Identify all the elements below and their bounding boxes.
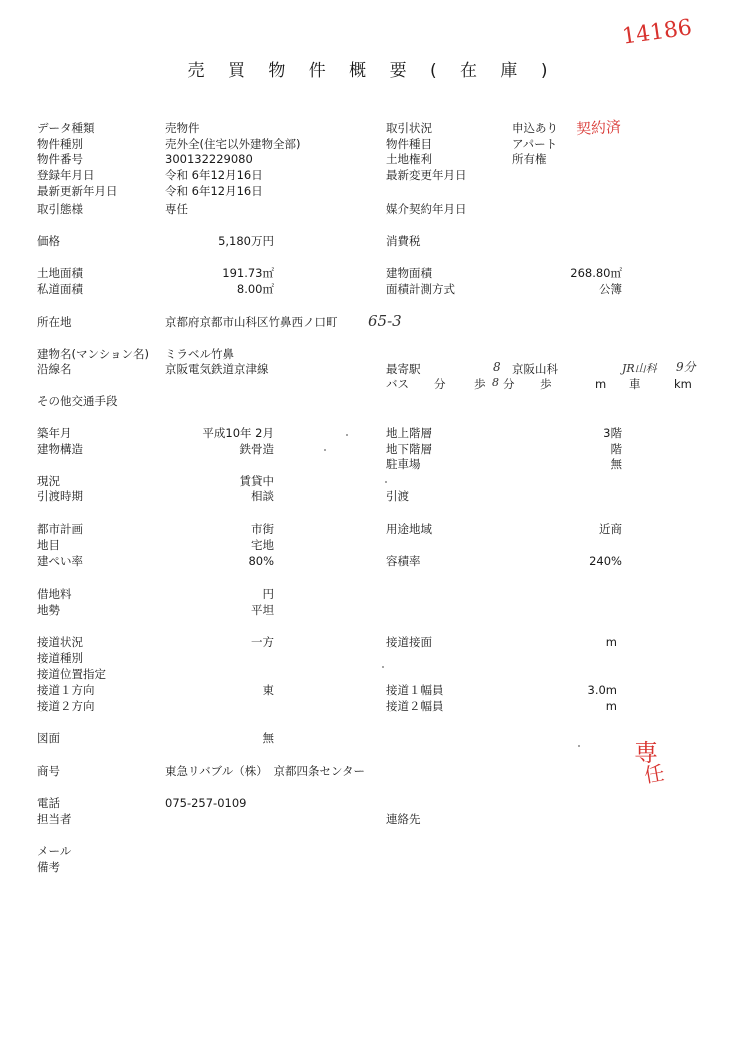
label-city-plan: 都市計画 <box>37 522 83 536</box>
value-item: アパート <box>512 137 558 151</box>
label-terrain: 地勢 <box>37 603 60 617</box>
label-structure: 建物構造 <box>37 442 83 456</box>
label-other-transport: その他交通手段 <box>37 394 118 408</box>
handwritten-stamp-line-2: 任 <box>642 760 667 788</box>
value-company: 東急リバブル（株） 京都四条センター <box>165 764 365 778</box>
label-road2-dir: 接道２方向 <box>37 699 95 713</box>
label-building-area: 建物面積 <box>386 266 432 280</box>
label-registered: 登録年月日 <box>37 168 95 182</box>
bus-walk-2: 歩 <box>540 377 552 391</box>
bus-car: 車 <box>629 377 641 391</box>
label-location: 所在地 <box>37 315 72 329</box>
value-road1-dir: 東 <box>262 683 274 697</box>
label-person: 担当者 <box>37 812 72 826</box>
label-building-name: 建物名(マンション名) <box>37 347 149 361</box>
label-land-category: 地目 <box>37 538 60 552</box>
label-phone: 電話 <box>37 796 60 810</box>
label-property-no: 物件番号 <box>37 152 83 166</box>
value-phone: 075-257-0109 <box>165 796 247 810</box>
label-property-type: 物件種別 <box>37 137 83 151</box>
value-road-status: 一方 <box>251 635 274 649</box>
label-land-right: 土地権利 <box>386 152 432 166</box>
value-structure: 鉄骨造 <box>239 442 274 456</box>
label-remarks: 備考 <box>37 860 60 874</box>
handwritten-station-extra: 8 <box>493 360 501 374</box>
value-city-plan: 市街 <box>251 522 274 536</box>
value-floors-above: 3階 <box>603 426 622 440</box>
label-parking: 駐車場 <box>386 457 421 471</box>
label-mail: メール <box>37 844 72 858</box>
handwritten-status-note: 契約済 <box>575 117 622 139</box>
value-price: 5,180万円 <box>218 234 274 248</box>
value-building-name: ミラベル竹鼻 <box>165 347 234 361</box>
handwritten-bus-extra: 8 <box>492 376 499 389</box>
label-bus: バス <box>386 377 409 391</box>
label-private-road: 私道面積 <box>37 282 83 296</box>
label-deal-type: 取引態様 <box>37 202 83 216</box>
value-property-type: 売外全(住宅以外建物全部) <box>165 137 301 151</box>
label-tax: 消費税 <box>386 234 421 248</box>
label-company: 商号 <box>37 764 60 778</box>
label-road-status: 接道状況 <box>37 635 83 649</box>
bus-walk-1: 歩 <box>474 377 486 391</box>
value-current: 賃貸中 <box>239 474 274 488</box>
label-zoning: 用途地域 <box>386 522 432 536</box>
value-location: 京都府京都市山科区竹鼻西ノ口町 <box>165 315 338 329</box>
bus-minutes-2: 分 <box>503 377 515 391</box>
value-floors-below: 階 <box>610 442 622 456</box>
value-far: 240% <box>589 554 622 568</box>
value-data-type: 売物件 <box>165 121 200 135</box>
value-land-category: 宅地 <box>251 538 274 552</box>
label-handover-time: 引渡時期 <box>37 489 83 503</box>
value-terrain: 平坦 <box>251 603 274 617</box>
value-line: 京阪電気鉄道京津線 <box>165 362 269 376</box>
handwritten-jr-minutes: 9分 <box>676 360 696 374</box>
value-deal-type: 専任 <box>165 202 188 216</box>
label-built: 築年月 <box>37 426 72 440</box>
value-property-no: 300132229080 <box>165 152 253 166</box>
value-deal-status: 申込あり <box>512 121 558 135</box>
label-frontage: 接道接面 <box>386 635 432 649</box>
label-updated: 最新更新年月日 <box>37 184 118 198</box>
value-registered: 令和 6年12月16日 <box>165 168 263 182</box>
label-station: 最寄駅 <box>386 362 421 376</box>
label-road1-width: 接道１幅員 <box>386 683 444 697</box>
scan-speck <box>346 434 348 436</box>
value-floor-plan: 無 <box>262 731 274 745</box>
label-contact: 連絡先 <box>386 812 421 826</box>
value-updated: 令和 6年12月16日 <box>165 184 263 198</box>
scan-speck <box>324 449 326 451</box>
value-land-right: 所有権 <box>512 152 547 166</box>
label-floors-below: 地下階層 <box>386 442 432 456</box>
label-road-kind: 接道種別 <box>37 651 83 665</box>
bus-minutes-1: 分 <box>434 377 446 391</box>
label-lease-fee: 借地料 <box>37 587 72 601</box>
document-title: 売 買 物 件 概 要 ( 在 庫 ) <box>187 61 557 81</box>
value-building-area: 268.80㎡ <box>570 266 622 280</box>
handwritten-jr-note: JR山科 <box>622 362 657 375</box>
label-far: 容積率 <box>386 554 421 568</box>
label-land-area: 土地面積 <box>37 266 83 280</box>
label-data-type: データ種類 <box>37 121 95 135</box>
value-road2-width: m <box>605 699 617 713</box>
value-measure: 公簿 <box>599 282 622 296</box>
scan-speck <box>578 745 580 747</box>
bus-meters: m <box>595 377 607 391</box>
label-measure: 面積計測方式 <box>386 282 455 296</box>
label-deal-status: 取引状況 <box>386 121 432 135</box>
value-handover-time: 相談 <box>251 489 274 503</box>
value-land-area: 191.73㎡ <box>222 266 274 280</box>
label-price: 価格 <box>37 234 60 248</box>
scan-speck <box>382 666 384 668</box>
scan-speck <box>385 481 387 483</box>
label-line: 沿線名 <box>37 362 72 376</box>
label-current: 現況 <box>37 474 60 488</box>
label-floor-plan: 図面 <box>37 731 60 745</box>
handwritten-address-extra: 65-3 <box>368 312 402 330</box>
handwritten-reference-number: 14186 <box>620 15 694 50</box>
label-road-designation: 接道位置指定 <box>37 667 106 681</box>
value-private-road: 8.00㎡ <box>236 282 274 296</box>
value-coverage: 80% <box>248 554 274 568</box>
label-floors-above: 地上階層 <box>386 426 432 440</box>
label-change-date: 最新変更年月日 <box>386 168 467 182</box>
value-frontage: m <box>605 635 617 649</box>
label-coverage: 建ぺい率 <box>37 554 83 568</box>
value-zoning: 近商 <box>599 522 622 536</box>
handwritten-stamp-line-1: 専 <box>634 739 658 767</box>
bus-km: km <box>674 377 692 391</box>
value-road1-width: 3.0m <box>587 683 617 697</box>
label-item: 物件種目 <box>386 137 432 151</box>
value-station: 京阪山科 <box>512 362 558 376</box>
label-road2-width: 接道２幅員 <box>386 699 444 713</box>
value-lease-fee: 円 <box>262 587 274 601</box>
value-built: 平成10年 2月 <box>202 426 274 440</box>
label-agency-date: 媒介契約年月日 <box>386 202 467 216</box>
label-handover: 引渡 <box>386 489 409 503</box>
value-parking: 無 <box>610 457 622 471</box>
label-road1-dir: 接道１方向 <box>37 683 95 697</box>
